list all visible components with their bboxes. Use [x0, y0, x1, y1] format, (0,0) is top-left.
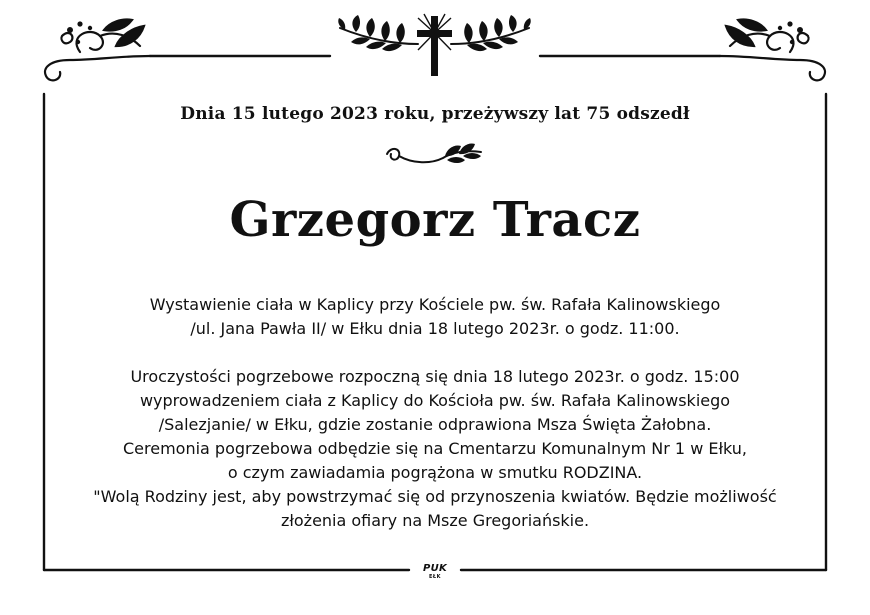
paragraph2-line: o czym zawiadamia pogrążona w smutku RODZINA. — [227, 463, 643, 482]
paragraph2-line: "Wolą Rodziny jest, aby powstrzymać się od przynoszenia kwiatów. Będzie możliwość — [93, 487, 777, 506]
puk-elk-logo — [416, 563, 454, 581]
top-left-flourish-icon — [45, 19, 150, 80]
funeral-details — [60, 293, 810, 533]
paragraph2-line: wyprowadzeniem ciała z Kaplicy do Kościoła pw. św. Rafała Kalinowskiego — [139, 391, 731, 410]
paragraph-gap — [60, 341, 810, 365]
paragraph1-line: Wystawienie ciała w Kaplicy przy Kościele pw. św. Rafała Kalinowskiego — [149, 295, 721, 314]
deceased-name: Grzegorz Tracz — [229, 192, 641, 248]
death-notice-headline: Dnia 15 lutego 2023 roku, przeżywszy lat 75 odszedł — [180, 104, 690, 124]
logo-main-text: PUK — [422, 563, 448, 574]
cross-with-laurel-icon — [338, 14, 531, 76]
paragraph2-line: Uroczystości pogrzebowe rozpoczną się dnia 18 lutego 2023r. o godz. 15:00 — [130, 367, 740, 386]
leaf-swirl-icon — [383, 140, 487, 174]
logo-sub-text: EŁK — [428, 574, 441, 580]
paragraph1-line: /ul. Jana Pawła II/ w Ełku dnia 18 lutego 2023r. o godz. 11:00. — [190, 319, 680, 338]
top-right-flourish-icon — [720, 19, 825, 80]
paragraph2-line: złożenia ofiary na Msze Gregoriańskie. — [280, 511, 590, 530]
paragraph2-line: Ceremonia pogrzebowa odbędzie się na Cmentarzu Komunalnym Nr 1 w Ełku, — [122, 439, 748, 458]
paragraph2-line: /Salezjanie/ w Ełku, gdzie zostanie odprawiona Msza Święta Żałobna. — [158, 415, 712, 434]
